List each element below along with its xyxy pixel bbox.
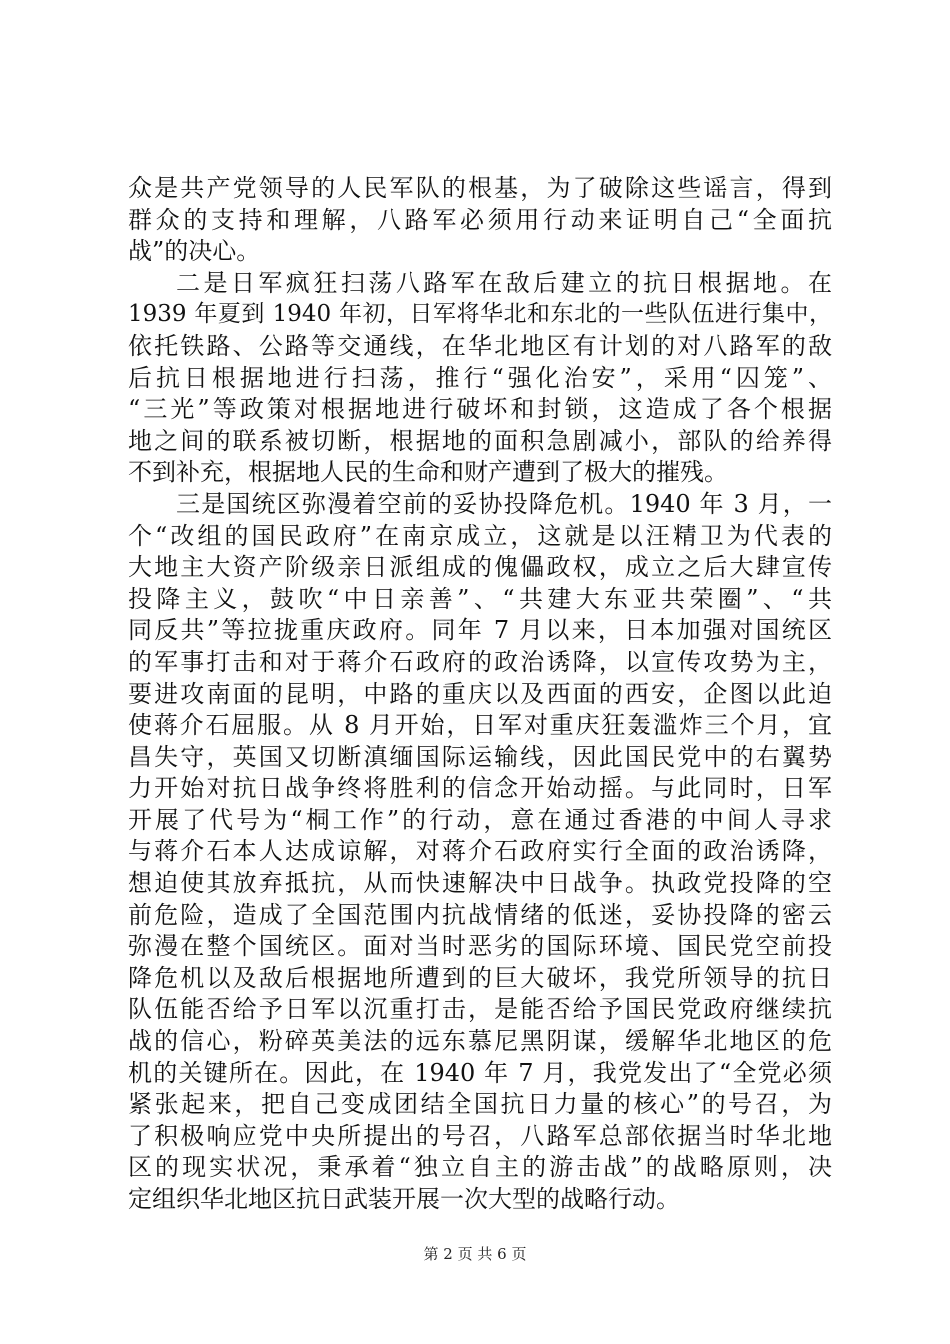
page-number-footer: 第 2 页 共 6 页 xyxy=(423,1245,527,1263)
text-line: 力开始对抗日战争终将胜利的信念开始动摇。与此同时，日军 xyxy=(128,774,832,803)
text-line: 三是国统区弥漫着空前的妥协投降危机。1940 年 3 月，一 xyxy=(176,489,832,518)
text-line: 区的现实状况，秉承着“独立自主的游击战”的战略原则，决 xyxy=(128,1153,832,1182)
text-line: 的军事打击和对于蒋介石政府的政治诱降，以宣传攻势为主， xyxy=(128,647,832,676)
text-line: 开展了代号为“桐工作”的行动，意在通过香港的中间人寻求 xyxy=(128,805,832,834)
text-line: 二是日军疯狂扫荡八路军在敌后建立的抗日根据地。在 xyxy=(176,268,832,297)
text-line: 不到补充，根据地人民的生命和财产遭到了极大的摧残。 xyxy=(128,458,728,487)
paragraph-1 xyxy=(128,173,832,268)
text-line: 众是共产党领导的人民军队的根基，为了破除这些谣言，得到 xyxy=(128,174,832,202)
text-line: 后抗日根据地进行扫荡，推行“强化治安”，采用“囚笼”、 xyxy=(128,363,832,392)
paragraph-2 xyxy=(128,268,832,489)
text-line: 昌失守，英国又切断滇缅国际运输线，因此国民党中的右翼势 xyxy=(128,742,832,771)
text-line: 战”的决心。 xyxy=(128,237,261,266)
document-body xyxy=(128,173,832,1216)
text-line: 1939 年夏到 1940 年初，日军将华北和东北的一些队伍进行集中， xyxy=(128,301,832,328)
text-line: 同反共”等拉拢重庆政府。同年 7 月以来，日本加强对国统区 xyxy=(128,616,832,645)
text-line: 地之间的联系被切断，根据地的面积急剧减小，部队的给养得 xyxy=(128,426,832,455)
paragraph-3 xyxy=(128,489,832,1216)
text-line: 降危机以及敌后根据地所遭到的巨大破坏，我党所领导的抗日 xyxy=(128,963,832,992)
text-line: 个“改组的国民政府”在南京成立，这就是以汪精卫为代表的 xyxy=(128,521,832,550)
text-line: 投降主义，鼓吹“中日亲善”、“共建大东亚共荣圈”、“共 xyxy=(128,584,832,613)
text-line: 大地主大资产阶级亲日派组成的傀儡政权，成立之后大肆宣传 xyxy=(128,553,832,582)
text-line: “三光”等政策对根据地进行破坏和封锁，这造成了各个根据 xyxy=(128,395,832,424)
text-line: 定组织华北地区抗日武装开展一次大型的战略行动。 xyxy=(128,1185,680,1213)
text-line: 与蒋介石本人达成谅解，对蒋介石政府实行全面的政治诱降， xyxy=(128,837,832,866)
text-line: 想迫使其放弃抵抗，从而快速解决中日战争。执政党投降的空 xyxy=(128,869,832,898)
text-line: 紧张起来，把自己变成团结全国抗日力量的核心”的号召，为 xyxy=(128,1090,832,1119)
text-line: 弥漫在整个国统区。面对当时恶劣的国际环境、国民党空前投 xyxy=(128,932,832,961)
text-line: 群众的支持和理解，八路军必须用行动来证明自己“全面抗 xyxy=(128,205,832,234)
text-line: 依托铁路、公路等交通线，在华北地区有计划的对八路军的敌 xyxy=(128,331,832,360)
text-line: 队伍能否给予日军以沉重打击，是能否给予国民党政府继续抗 xyxy=(128,995,832,1024)
text-line: 机的关键所在。因此，在 1940 年 7 月，我党发出了“全党必须 xyxy=(128,1058,832,1087)
text-line: 要进攻南面的昆明，中路的重庆以及西面的西安，企图以此迫 xyxy=(128,679,832,708)
text-line: 使蒋介石屈服。从 8 月开始，日军对重庆狂轰滥炸三个月，宜 xyxy=(128,711,832,740)
text-line: 战的信心，粉碎英美法的远东慕尼黑阴谋，缓解华北地区的危 xyxy=(128,1027,832,1056)
text-line: 前危险，造成了全国范围内抗战情绪的低迷，妥协投降的密云 xyxy=(128,900,832,929)
text-line: 了积极响应党中央所提出的号召，八路军总部依据当时华北地 xyxy=(128,1121,832,1150)
